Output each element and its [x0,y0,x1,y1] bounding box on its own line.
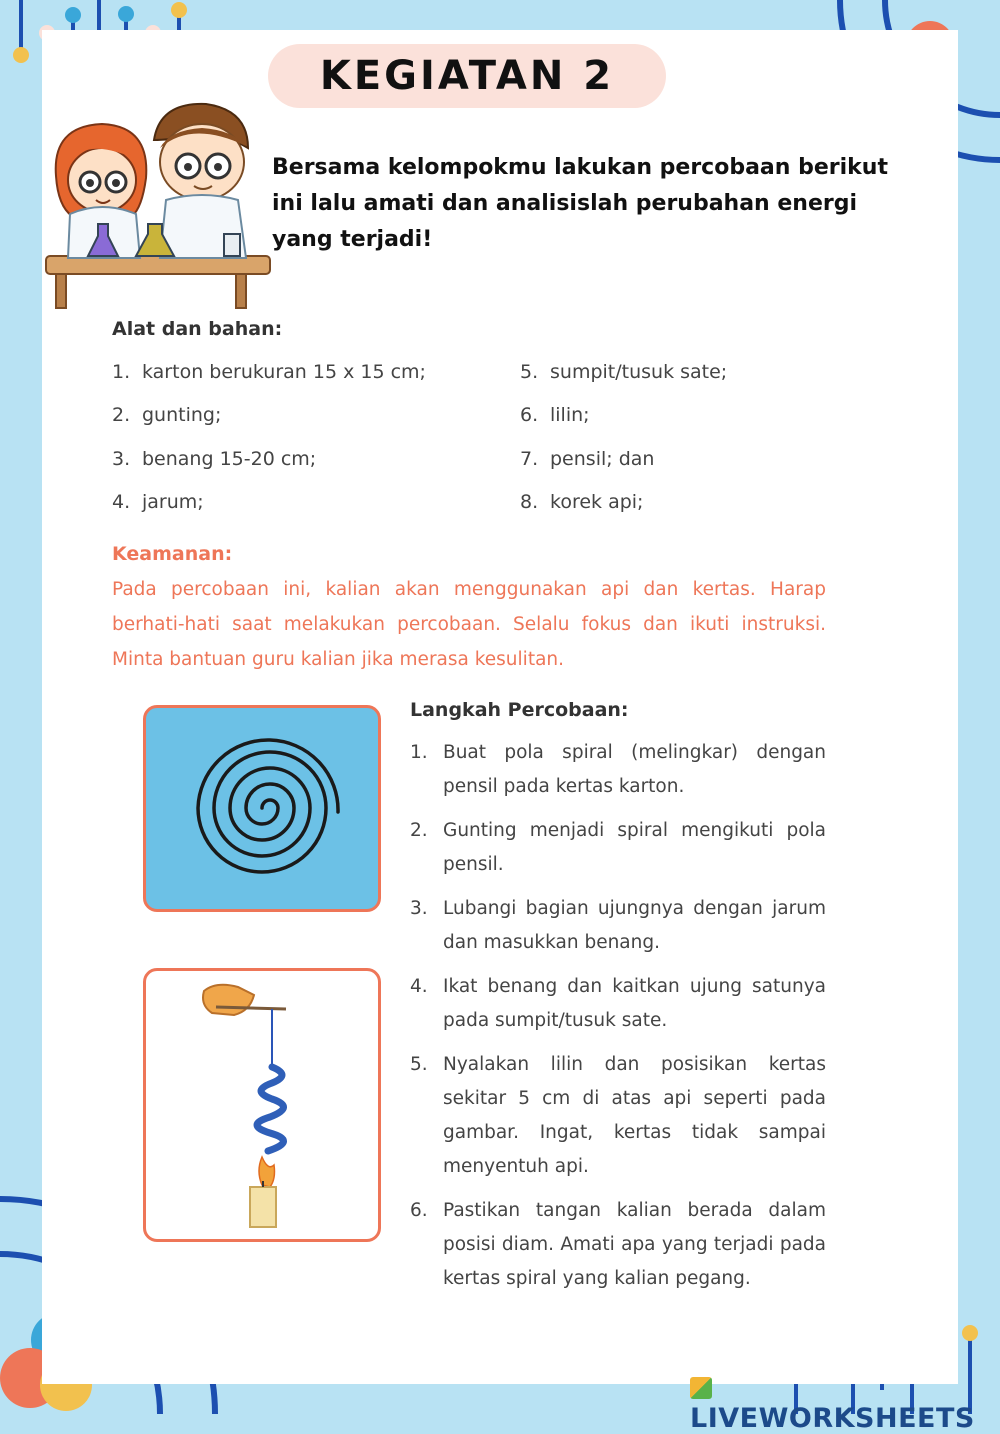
steps-heading: Langkah Percobaan: [410,699,629,721]
safety-heading: Keamanan: [112,543,233,565]
material-item: 5. sumpit/tusuk sate; [520,361,728,383]
spiral-drawing [146,708,378,909]
material-item: 1. karton berukuran 15 x 15 cm; [112,361,426,383]
step-item: 2. Gunting menjadi spiral mengikuti pola pensil. [410,820,826,875]
title-banner [268,44,666,108]
candle-spiral-drawing [146,971,378,1239]
material-item: 2. gunting; [112,404,222,426]
step-item: 5. Nyalakan lilin dan posisikan kertas sekitar 5 cm di atas api seperti pada gambar. Ingat, kertas tidak sampai menyentuh api. [410,1054,826,1177]
brand-text: LIVEWORKSHEETS [690,1403,975,1434]
material-item: 4. jarum; [112,491,204,513]
step-item: 1. Buat pola spiral (melingkar) dengan pensil pada kertas karton. [410,742,826,797]
safety-text: Pada percobaan ini, kalian akan menggunakan api dan kertas. Harap berhati-hati saat melakukan percobaan. Selalu fokus dan ikuti instruksi. Minta bantuan guru kalian jika merasa kesulitan. [112,579,826,670]
step-item: 6. Pastikan tangan kalian berada dalam posisi diam. Amati apa yang terjadi pada kertas spiral yang kalian pegang. [410,1200,826,1289]
liveworksheets-icon [690,1377,712,1399]
materials-heading: Alat dan bahan: [112,318,283,340]
material-item: 8. korek api; [520,491,644,513]
material-item: 3. benang 15-20 cm; [112,448,317,470]
scientist-kids-illustration [42,96,274,310]
steps-list [410,736,826,1306]
liveworksheets-logo[interactable] [690,1374,1000,1434]
step-item: 3. Lubangi bagian ujungnya dengan jarum dan masukkan benang. [410,898,826,953]
step-item: 4. Ikat benang dan kaitkan ujung satunya pada sumpit/tusuk sate. [410,976,826,1031]
intro-instruction: Bersama kelompokmu lakukan percobaan berikut ini lalu amati dan analisislah perubahan energi yang terjadi! [272,155,888,252]
material-item: 6. lilin; [520,404,590,426]
spiral-over-candle-figure [143,968,381,1242]
spiral-pattern-figure [143,705,381,912]
page-title: KEGIATAN 2 [319,53,615,99]
material-item: 7. pensil; dan [520,448,655,470]
